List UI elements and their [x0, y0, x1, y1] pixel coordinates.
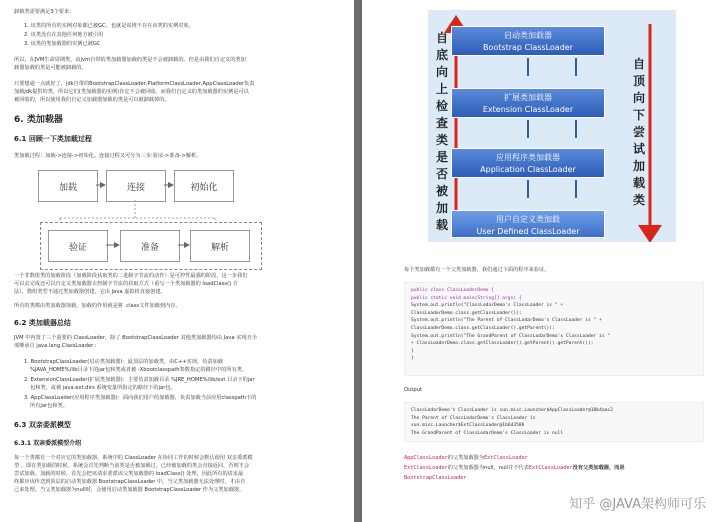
output-line: sun.misc.Launcher$ExtClassLoader@1b6d3586	[411, 423, 525, 429]
output-line: ClassLodarDemo's ClassLoader is sun.misc.Launcher$AppClassLoader@18b4aac2	[411, 408, 613, 413]
para2-line1: 只要想通一点就好了，jdk自带的BootstrapClassLoader,PlatformClassLoader,AppClassLoader负责	[14, 81, 255, 87]
output-line: The GrandParent of ClassLodarDemo's ClassLoader is null	[411, 430, 564, 436]
code-line: ClassLoaderDemo.class.getClassLoader());	[411, 310, 522, 316]
loader-1-line1: 1. BootstrapClassLoader(启动类加载器)：最顶层的加载类，由C++实现，负责加载	[24, 359, 223, 365]
loader-1-line2: %JAVA_HOME%/lib目录下的jar包和类或者被 -Xbootclasspath参数指定的路径中的所有类。	[30, 367, 248, 373]
extension-loader-en: Extension ClassLoader	[482, 105, 574, 114]
para6-line1: 每一个类都有一个对应它的类加载器。系统中的 ClassLoader 在协同工作的时候会默认使用 双亲委派模	[14, 455, 253, 461]
code-line: System.out.println("The Parent of ClassLodarDemo's ClassLoader is " +	[411, 318, 602, 324]
para5-line2: 部继承自 java.lang.ClassLoader :	[14, 343, 97, 349]
section-6-heading: 6. 类加载器	[14, 115, 63, 125]
code-line: System.out.println("The GrandParent of ClassLodarDemo's ClassLoader is "	[411, 333, 611, 339]
link-group-border	[40, 222, 262, 270]
note-line-2: ExtClassLoader的父类加载器为null，null并不代表ExtClassLoader没有父类加载器，而是	[404, 465, 625, 471]
code-line: }	[411, 356, 414, 362]
output-block	[404, 402, 704, 442]
para3-line1: 一个非数组类的加载阶段（加载阶段获取类的二进制字节流的动作）是可控性最强的阶段，这一步我们	[14, 273, 248, 279]
code-line: + ClassLoaderDemo.class.getClassLoader().getParent().getParent());	[411, 341, 594, 347]
para1-line2: 载器加载的类是可能被卸载的。	[14, 65, 87, 71]
para4: 所有的类都由类加载器加载，加载的作用就是将 .class文件加载到内存。	[14, 303, 181, 309]
para6-line5: 己来处理。当父类加载器为null时，会使用启动类加载器 BootstrapClassLoader 作为父类加载器。	[14, 487, 245, 493]
bootstrap-loader-cn: 启动类加载器	[504, 31, 552, 40]
verify-box: 验证	[48, 230, 108, 262]
code-line: }	[411, 348, 414, 354]
code-line: public static void main(String[] args) {	[411, 295, 522, 301]
output-line: The Parent of ClassLodarDemo's ClassLoader is	[411, 415, 536, 421]
load-box: 加载	[38, 170, 98, 202]
loader-3-line2: 所有jar包和类。	[30, 403, 68, 409]
application-loader-cn: 应用程序类加载器	[496, 153, 560, 162]
prepare-box: 准备	[120, 230, 180, 262]
link-box: 连接	[106, 170, 166, 202]
code-line: ClassLoaderDemo.class.getClassLoader().getParent());	[411, 325, 555, 331]
para3-line3: 法）。数组类型不通过类加载器创建，它由 Java 虚拟机直接创建。	[14, 289, 166, 295]
extension-loader-cn: 扩展类加载器	[504, 93, 552, 102]
resolve-box: 解析	[190, 230, 250, 262]
para1-line1: 所以，在JVM生命周期类，由jvm自带的类加载器加载的类是不会被卸载的。但是由我们自定义的类加	[14, 57, 246, 63]
para6-line2: 型 。即在类加载的时候，系统会首先判断当前类是否被加载过。已经被加载的类会直接返回，否则才会	[14, 463, 250, 469]
loader-3-line1: 3. AppClassLoader(应用程序类加载器)：面向我们用户的加载器，负责加载当前应用classpath下的	[24, 395, 257, 401]
para2-line2: 加载jdk提供的类，所以它们(类加载器的实例)肯定不会被回收。而我们自定义的类加载器的实例是可以	[14, 89, 249, 95]
loader-2-line1: 2. ExtensionClassLoader(扩展类加载器)：主要负责加载目录 %JRE_HOME%/lib/ext 目录下的jar	[24, 377, 255, 383]
note-line-3: BootstrapClassLoader	[404, 475, 467, 481]
left-page	[0, 0, 354, 522]
process-line: 类加载过程：加载->连接->初始化。连接过程又可分为三步:验证->准备->解析。	[14, 153, 202, 159]
para6-line4: 终都应该传送到顶层的启动类加载器 BootstrapClassLoader 中。当父类加载器无法处理时，才由自	[14, 479, 246, 485]
section-6-1-heading: 6.1 回顾一下类加载过程	[14, 135, 92, 143]
section-6-2-heading: 6.2 类加载器总结	[14, 319, 71, 327]
intro-line: 卸载类需要满足3个要求:	[14, 9, 71, 15]
extension-loader-box	[451, 88, 605, 118]
user-loader-en: User Defined ClassLoader	[476, 227, 580, 236]
watermark: 知乎 @JAVA架构师可乐	[569, 497, 706, 512]
code-line: System.out.println("ClassLodarDemo's ClassLoader is " +	[411, 303, 564, 309]
note-line-1: AppClassLoader的父类加载器为ExtClassLoader	[404, 455, 528, 461]
bootstrap-loader-en: Bootstrap ClassLoader	[483, 43, 573, 52]
user-loader-cn: 用户自定义类加载	[496, 215, 560, 224]
section-6-3-heading: 6.3 双亲委派模型	[14, 421, 71, 429]
requirement-2: 2. 该类没有在其他任何地方被引用	[24, 32, 104, 38]
requirement-3: 3. 该类的类加载器的实例已被GC	[24, 41, 101, 47]
para3-line2: 可以去完成还可以自定义类加载器去控制字节流的获取方式（重写一个类加载器的 loadClass() 方	[14, 281, 239, 287]
right-vertical-caption: 自 顶 向 下 尝 试 加 载 类	[632, 57, 645, 207]
para2-line3: 被回收的，所以使用我们自定义加载器加载的类是可以被卸载掉的。	[14, 97, 170, 103]
section-6-3-1-heading: 6.3.1 双亲委派模型介绍	[14, 440, 82, 447]
user-loader-box	[451, 210, 605, 238]
code-line: public class ClassLoaderDemo {	[411, 288, 494, 293]
application-loader-en: Application ClassLoader	[480, 165, 576, 174]
left-vertical-caption: 自 底 向 上 检 查 类 是 否 被 加 载	[435, 31, 448, 232]
para6-line3: 尝试加载。加载的时候，首先会把该请求委派该父类加载器的 loadClass() 处理，因此所有的请求最	[14, 471, 244, 477]
para5-line1: JVM 中内置了三个重要的 ClassLoader，除了 BootstrapClassLoader 其他类加载器均由 Java 实现且全	[14, 335, 258, 341]
init-box: 初始化	[174, 170, 234, 202]
output-label: Output	[404, 387, 423, 393]
figure-caption: 每个类加载都有一个父类加载器，我们通过下面的程序来验证。	[404, 267, 550, 273]
bootstrap-loader-box	[451, 26, 605, 56]
code-block	[404, 282, 704, 376]
loader-2-line2: 包和类，或被 java.ext.dirs 系统变量所指定的路径下的jar包。	[30, 385, 176, 391]
requirement-1: 1. 该类的所有的实例对象都已被GC，也就是说堆不存在该类的实例对象。	[24, 23, 194, 29]
application-loader-box	[451, 148, 605, 178]
